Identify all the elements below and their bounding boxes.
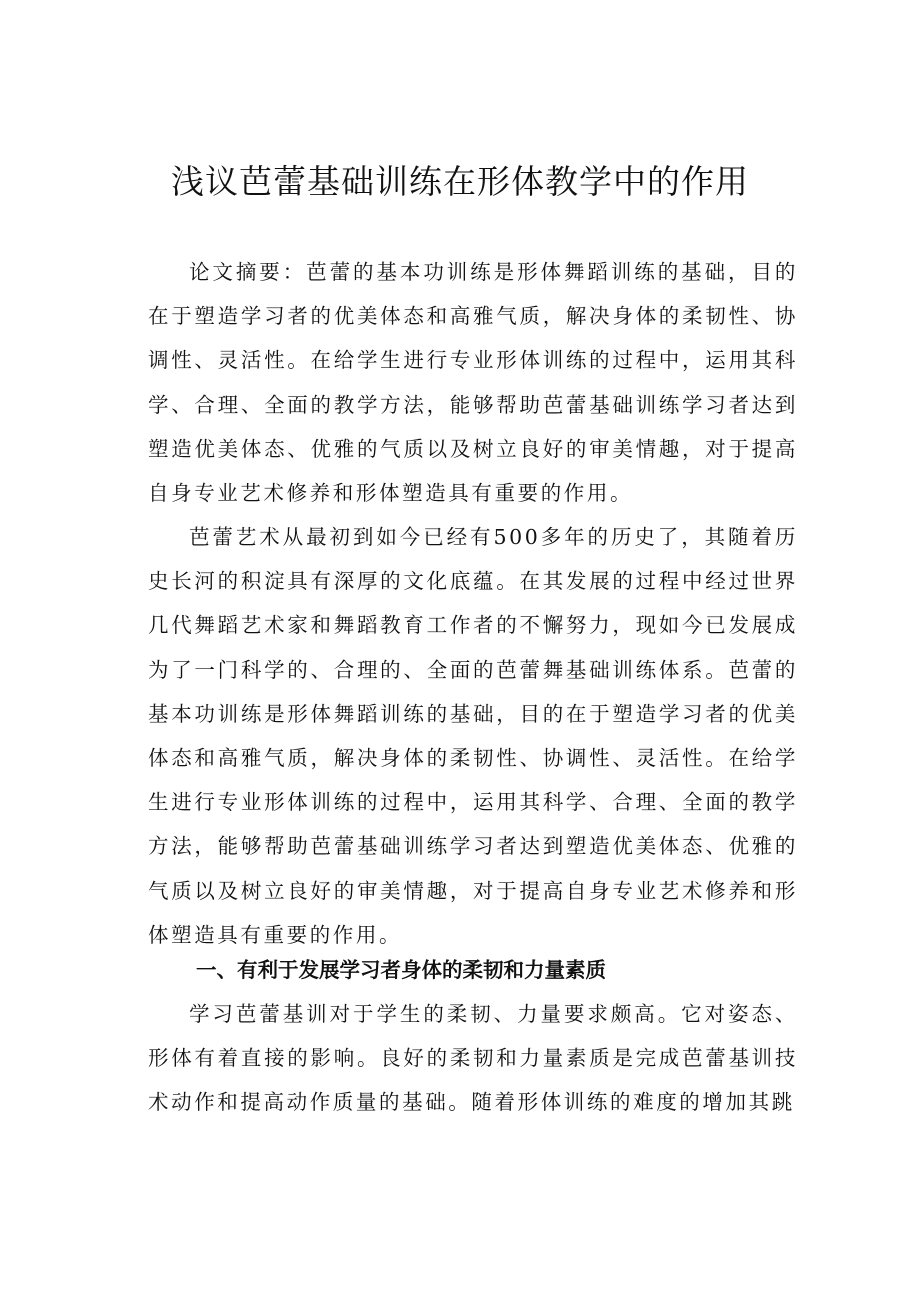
section-1-paragraph: 学习芭蕾基训对于学生的柔韧、力量要求颇高。它对姿态、形体有着直接的影响。良好的柔韧和力量素质是完成芭蕾基训技术动作和提高动作质量的基础。随着形体训练的难度的增加其跳	[148, 1002, 798, 1115]
document-title: 浅议芭蕾基础训练在形体教学中的作用	[171, 162, 749, 201]
section-heading-1: 一、有利于发展学习者身体的柔韧和力量素质	[196, 958, 606, 982]
history-paragraph: 芭蕾艺术从最初到如今已经有500多年的历史了，其随着历史长河的积淀具有深厚的文化底蕴。在其发展的过程中经过世界几代舞蹈艺术家和舞蹈教育工作者的不懈努力，现如今已发展成为了一门科学的、合理的、全面的芭蕾舞基础训练体系。芭蕾的基本功训练是形体舞蹈训练的基础，目的在于塑造学习者的优美体态和高雅气质，解决身体的柔韧性、协调性、灵活性。在给学生进行专业形体训练的过程中，运用其科学、合理、全面的教学方法，能够帮助芭蕾基础训练学习者达到塑造优美体态、优雅的气质以及树立良好的审美情趣，对于提高自身专业艺术修养和形体塑造具有重要的作用。	[148, 525, 798, 947]
abstract-paragraph: 论文摘要：芭蕾的基本功训练是形体舞蹈训练的基础，目的在于塑造学习者的优美体态和高雅气质，解决身体的柔韧性、协调性、灵活性。在给学生进行专业形体训练的过程中，运用其科学、合理、全面的教学方法，能够帮助芭蕾基础训练学习者达到塑造优美体态、优雅的气质以及树立良好的审美情趣，对于提高自身专业艺术修养和形体塑造具有重要的作用。	[148, 260, 798, 506]
